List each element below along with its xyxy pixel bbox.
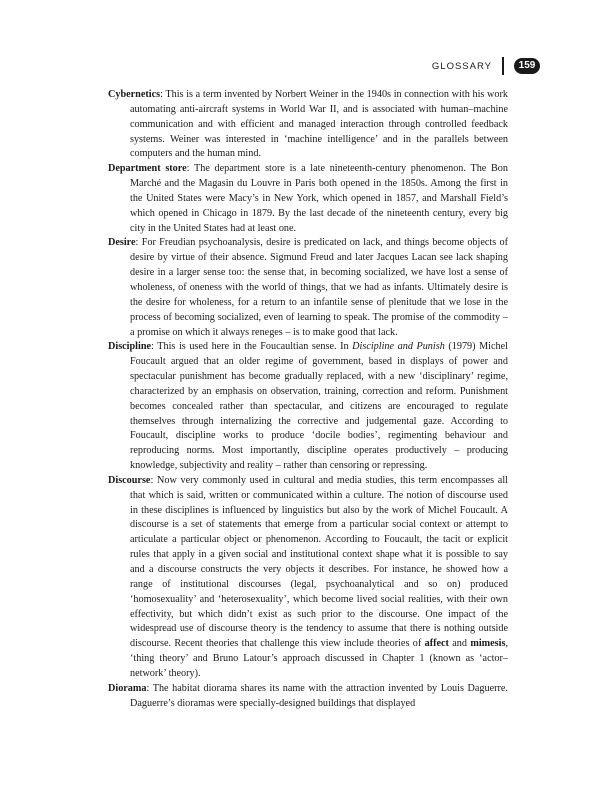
- definition-text: Now very commonly used in cultural and media studies, this term encompasses all that which is said, written or communicated within a culture. The notion of discourse used in these disciplines is influenced by linguistics but also by the work of Michel Foucault. A discourse is a set of statements that emerge from a particular social context or attempt to articulate a particular object or phenomenon. According to Foucault, the tacit or explicit rules that apply in a given social and institutional context shape what it is possible to say and a discourse constructs the very objects it describes. For instance, he showed how a range of institutional discourses (legal, psychoanalytical and so on) produced ‘homosexuality’ and ‘heterosexuality’, which become lived social realities, with their own effectivity, but which didn’t exist as such prior to the discourse. One impact of the widespread use of discourse theory is the tendency to assume that there is nothing outside discourse. Recent theories that challenge this view include theories of: [130, 474, 508, 650]
- glossary-entry: Diorama: The habitat diorama shares its name with the attraction invented by Louis Daguerre. Daguerre’s dioramas were specially-designed buildings that displayed: [108, 682, 508, 709]
- running-header: [432, 56, 540, 76]
- glossary-term: Discourse: [108, 474, 151, 486]
- cross-reference: mimesis: [470, 638, 506, 650]
- header-divider: [502, 57, 504, 75]
- definition-text: The department store is a late nineteenth-century phenomenon. The Bon Marché and the Magasin du Louvre in Paris both opened in the 1850s. Among the first in the United States were Macy’s in New York, which opened in 1857, and Marshall Field’s which opened in Chicago in 1879. By the last decade of the nineteenth century, every big city in the United States had at least one.: [130, 163, 508, 234]
- glossary-entry: Cybernetics: This is a term invented by Norbert Weiner in the 1940s in connection with his work automating anti-aircraft systems in World War II, and is associated with human–machine communication and with efficient and managed interaction through controlled feedback systems. Weiner was interested in ‘machine intelligence’ and in the parallels between computers and the human mind.: [108, 89, 508, 160]
- cross-reference: affect: [424, 638, 449, 650]
- glossary-term: Department store: [108, 163, 187, 175]
- definition-text: (1979) Michel Foucault argued that an older regime of government, based in displays of power and spectacular punishment has become gradually replaced, with a new ‘disciplinary’ regime, characterized by an emphasis on observation, training, correction and reform. Punishment becomes concealed rather than spectacular, and citizens are encouraged to regulate themselves through internalizing the corrective and judgemental gaze. According to Foucault, discipline works to produce ‘docile bodies’, regimenting behaviour and reproducing norms. Most importantly, discipline operates productively – producing knowledge, subjectivity and reality – rather than censoring or repressing.: [130, 341, 508, 472]
- glossary-term: Cybernetics: [108, 89, 161, 100]
- glossary-term: Discipline: [108, 341, 152, 353]
- glossary-entry: Desire: For Freudian psychoanalysis, desire is predicated on lack, and things become objects of desire by virtue of their absence. Sigmund Freud and later Jacques Lacan see lack shaping desire in a larger sense too: the sense that, in becoming socialized, we have lost a sense of wholeness, of oneness with the world of things, that we had as infants. Ultimately desire is the desire for wholeness, for a return to an infantile sense of plenitude that we lose in the process of becoming socialized, even of learning to speak. The promise of the commodity – a promise on which it always reneges – is to make good that lack.: [108, 237, 508, 338]
- definition-text: , ‘thing theory’ and Bruno Latour’s approach discussed in Chapter 1 (known as ‘actor–network’ theory).: [130, 638, 508, 679]
- glossary-entry: Discipline: This is used here in the Foucaultian sense. In Discipline and Punish (1979) Michel Foucault argued that an older regime of government, based in displays of power and spectacular punishment has become gradually replaced, with a new ‘disciplinary’ regime, characterized by an emphasis on observation, training, correction and reform. Punishment becomes concealed rather than spectacular, and citizens are encouraged to regulate themselves through internalizing the corrective and judgemental gaze. According to Foucault, discipline works to produce ‘docile bodies’, regimenting behaviour and reproducing norms. Most importantly, discipline operates productively – producing knowledge, subjectivity and reality – rather than censoring or repressing.: [108, 341, 508, 472]
- glossary-term: Desire: [108, 237, 136, 249]
- book-title: Discipline and Punish: [352, 341, 445, 353]
- glossary-term: Diorama: [108, 682, 147, 694]
- page-number: 159: [514, 58, 540, 74]
- definition-text: For Freudian psychoanalysis, desire is predicated on lack, and things become objects of desire by virtue of their absence. Sigmund Freud and later Jacques Lacan see lack shaping desire in a larger sense too: the sense that, in becoming socialized, we have lost a sense of wholeness, of oneness with the world of things, that we had as infants. Ultimately desire is the desire for wholeness, for a return to an infantile sense of plenitude that we lose in the process of becoming socialized, even of learning to speak. The promise of the commodity – a promise on which it always reneges – is to make good that lack.: [130, 237, 508, 338]
- definition-text: and: [448, 638, 471, 650]
- section-title: GLOSSARY: [431, 60, 492, 72]
- definition-text: This is used here in the Foucaultian sense. In: [157, 341, 353, 353]
- glossary-body: [108, 88, 508, 711]
- glossary-entry: Discourse: Now very commonly used in cultural and media studies, this term encompasses all that which is said, written or communicated within a culture. The notion of discourse used in these disciplines is influenced by linguistics but also by the work of Michel Foucault. A discourse is a set of statements that emerge from a particular social context or attempt to articulate a particular object or phenomenon. According to Foucault, the tacit or explicit rules that apply in a given social and institutional context shape what it is possible to say and a discourse constructs the very objects it describes. For instance, he showed how a range of institutional discourses (legal, psychoanalytical and so on) produced ‘homosexuality’ and ‘heterosexuality’, which become lived social realities, with their own effectivity, but which didn’t exist as such prior to the discourse. One impact of the widespread use of discourse theory is the tendency to assume that there is nothing outside discourse. Recent theories that challenge this view include theories of affect and mimesis, ‘thing theory’ and Bruno Latour’s approach discussed in Chapter 1 (known as ‘actor–network’ theory).: [108, 474, 508, 679]
- definition-text: This is a term invented by Norbert Weiner in the 1940s in connection with his work automating anti-aircraft systems in World War II, and is associated with human–machine communication and with efficient and managed interaction through controlled feedback systems. Weiner was interested in ‘machine intelligence’ and in the parallels between computers and the human mind.: [130, 89, 508, 160]
- definition-text: The habitat diorama shares its name with the attraction invented by Louis Daguerre. Daguerre’s dioramas were specially-designed buildings that displayed: [130, 682, 508, 709]
- glossary-entry: Department store: The department store is a late nineteenth-century phenomenon. The Bon Marché and the Magasin du Louvre in Paris both opened in the 1850s. Among the first in the United States were Macy’s in New York, which opened in 1857, and Marshall Field’s which opened in Chicago in 1879. By the last decade of the nineteenth century, every big city in the United States had at least one.: [108, 163, 508, 234]
